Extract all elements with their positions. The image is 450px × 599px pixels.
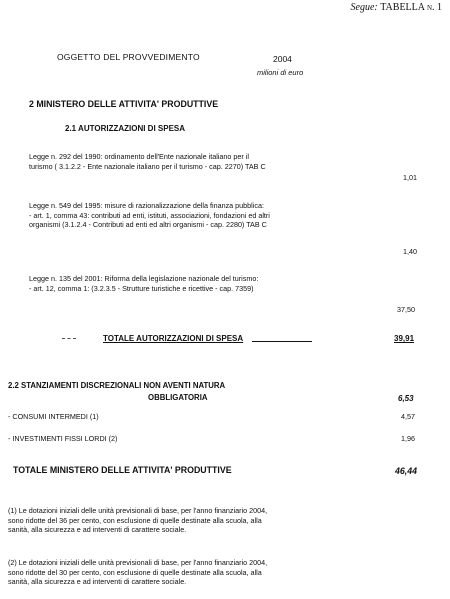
item-legge-292: Legge n. 292 del 1990: ordinamento dell'Ente nazionale italiano per il turismo ( 3.1.2.2 - Ente nazionale italiano per il turismo - cap. 2270) TAB C xyxy=(29,152,266,171)
section-2-1-heading: 2.1 AUTORIZZAZIONI DI SPESA xyxy=(65,124,186,133)
consumi-intermedi-value: 4,57 xyxy=(401,412,415,421)
item-legge-549-value: 1,40 xyxy=(403,247,417,256)
totale-rule xyxy=(252,341,312,342)
continuation-note xyxy=(351,2,442,13)
section-2-2-heading-line2: OBBLIGATORIA xyxy=(148,393,208,402)
footnote-1: (1) Le dotazioni iniziali delle unità previsionali di base, per l'anno finanziario 2004, sono ridotte del 36 per cento, con esclusione di quelle destinate alla scuola, alla sanità, alla sicurezza e ad interventi di carattere sociale. xyxy=(8,506,268,534)
totale-ministero-value: 46,44 xyxy=(395,466,418,476)
totale-ministero-label: TOTALE MINISTERO DELLE ATTIVITA' PRODUTTIVE xyxy=(13,465,232,475)
footnote-2: (2) Le dotazioni iniziali delle unità previsionali di base, per l'anno finanziario 2004, sono ridotte del 30 per cento, con esclusione di quelle destinate alla scuola, alla sanità, alla sicurezza e ad interventi di carattere sociale. xyxy=(8,558,268,586)
investimenti-value: 1,96 xyxy=(401,434,415,443)
segue-table: TABELLA n. 1 xyxy=(380,2,442,13)
investimenti-label: - INVESTIMENTI FISSI LORDI (2) xyxy=(8,434,118,443)
year-heading: 2004 xyxy=(273,54,292,64)
item-legge-135: Legge n. 135 del 2001: Riforma della legislazione nazionale del turismo: - art. 12, comma 1: (3.2.3.5 - Strutture turistiche e ricettive - cap. 7359) xyxy=(29,274,259,293)
section-2-2-value: 6,53 xyxy=(398,394,414,403)
unit-heading: milioni di euro xyxy=(257,68,304,77)
item-legge-292-value: 1,01 xyxy=(403,173,417,182)
item-legge-549: Legge n. 549 del 1995: misure di razionalizzazione della finanza pubblica: - art. 1, comma 43: contributi ad enti, istituti, associazioni, fondazioni ed altri organismi (3.1.2.4 - Contributi ad enti ed altri organismi - cap. 2280) TAB C xyxy=(29,201,270,229)
consumi-intermedi-label: - CONSUMI INTERMEDI (1) xyxy=(8,412,99,421)
oggetto-heading: OGGETTO DEL PROVVEDIMENTO xyxy=(57,52,200,62)
totale-autorizzazioni-value: 39,91 xyxy=(394,334,415,343)
ministry-title: 2 MINISTERO DELLE ATTIVITA' PRODUTTIVE xyxy=(29,99,219,109)
section-2-2-heading-line1: 2.2 STANZIAMENTI DISCREZIONALI NON AVENTI NATURA xyxy=(8,381,226,390)
item-legge-135-value: 37,50 xyxy=(397,305,415,314)
totale-autorizzazioni-label: TOTALE AUTORIZZAZIONI DI SPESA xyxy=(103,334,244,343)
segue-prefix: Segue: xyxy=(350,2,378,13)
dash-mark xyxy=(62,338,76,339)
